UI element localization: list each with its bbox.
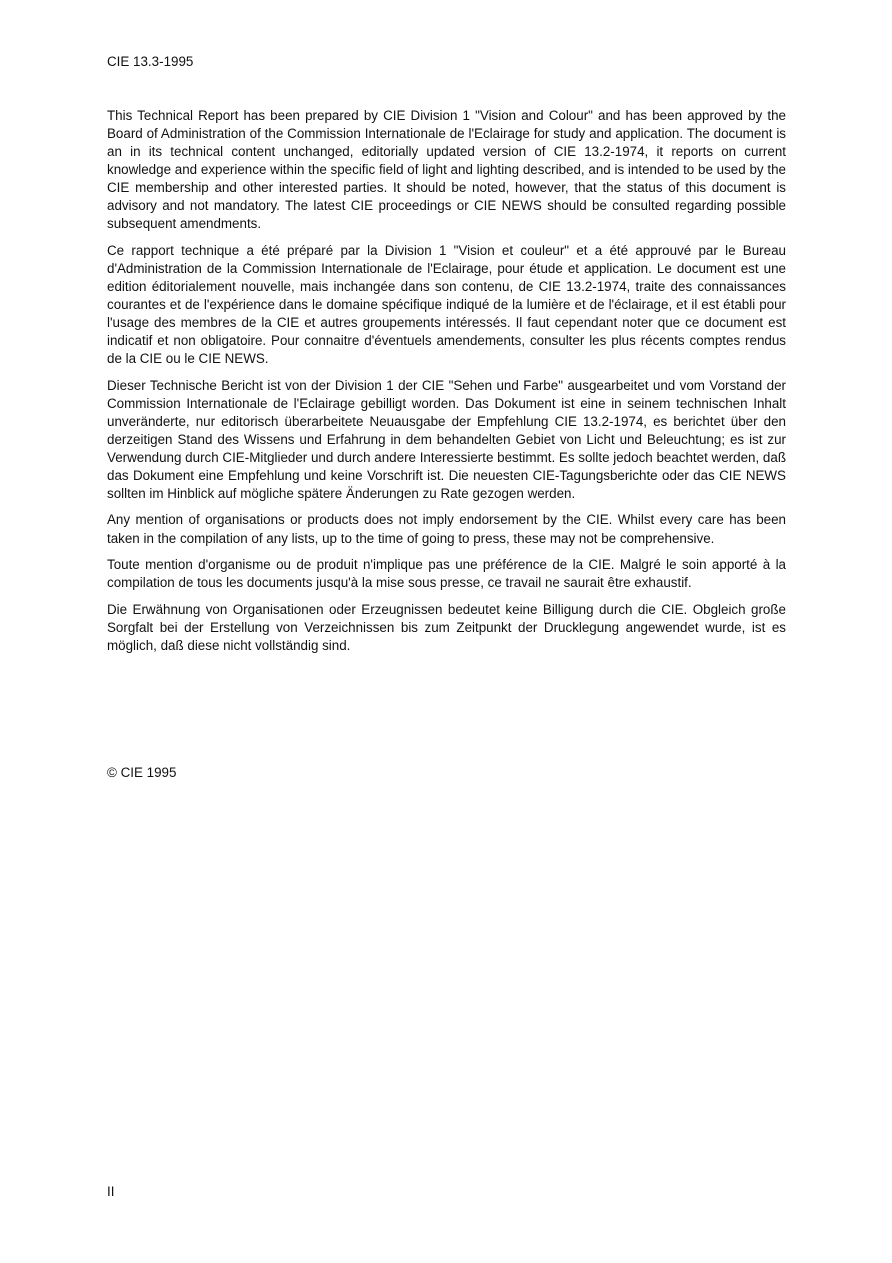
page-number: II (107, 1184, 115, 1199)
paragraph-disclaimer-french: Toute mention d'organisme ou de produit n'implique pas une préférence de la CIE. Malgré le soin apporté à la compilation de tous les documents jusqu'à la mise sous presse, ce travail ne saurait être exhaustif. (107, 557, 786, 591)
paragraph-report-german: Dieser Technische Bericht ist von der Division 1 der CIE "Sehen und Farbe" ausgearbeitet und vom Vorstand der Commission Internationale de l'Eclairage gebilligt worden. Das Dokument ist eine in seinem technischen Inhalt unveränderte, nur editorisch überarbeitete Neuausgabe der Empfehlung CIE 13.2-1974, es berichtet über den derzeitigen Stand des Wissens und Erfahrung in dem behandelten Gebiet von Licht und Beleuchtung; es ist zur Verwendung durch CIE-Mitglieder und durch andere Interessierte bestimmt. Es sollte jedoch beachtet werden, daß das Dokument eine Empfehlung und keine Vorschrift ist. Die neuesten CIE-Tagungsberichte oder das CIE NEWS sollten im Hinblick auf mögliche spätere Änderungen zu Rate gezogen werden. (107, 377, 786, 501)
paragraph-disclaimer-english: Any mention of organisations or products does not imply endorsement by the CIE. Whilst every care has been taken in the compilation of any lists, up to the time of going to press, these may not be comprehensive. (107, 512, 786, 546)
document-body (107, 107, 786, 663)
paragraph-report-english: This Technical Report has been prepared by CIE Division 1 "Vision and Colour" and has been approved by the Board of Administration of the Commission Internationale de l'Eclairage for study and application. The document is an in its technical content unchanged, editorially updated version of CIE 13.2-1974, it reports on current knowledge and experience within the specific field of light and lighting described, and is intended to be used by the CIE membership and other interested parties. It should be noted, however, that the status of this document is advisory and not mandatory. The latest CIE proceedings or CIE NEWS should be consulted regarding possible subsequent amendments. (107, 108, 786, 232)
document-id: CIE 13.3-1995 (107, 54, 194, 69)
copyright-notice: © CIE 1995 (107, 765, 177, 780)
paragraph-report-french: Ce rapport technique a été préparé par la Division 1 "Vision et couleur" et a été approuvé par le Bureau d'Administration de la Commission Internationale de l'Eclairage, pour étude et application. Le document est une edition éditorialement nouvelle, mais inchangée dans son contenu, de CIE 13.2-1974, traite des connaissances courantes et de l'expérience dans le domaine spécifique indiqué de la lumière et de l'éclairage, et il est établi pour l'usage des membres de la CIE et autres groupements intéressés. Il faut cependant noter que ce document est indicatif et non obligatoire. Pour connaitre d'éventuels amendements, consulter les plus récents comptes rendus de la CIE ou le CIE NEWS. (107, 242, 786, 367)
paragraph-disclaimer-german: Die Erwähnung von Organisationen oder Erzeugnissen bedeutet keine Billigung durch die CIE. Obgleich große Sorgfalt bei der Erstellung von Verzeichnissen bis zum Zeitpunkt der Drucklegung angewendet wurde, ist es möglich, daß diese nicht vollständig sind. (107, 601, 786, 653)
